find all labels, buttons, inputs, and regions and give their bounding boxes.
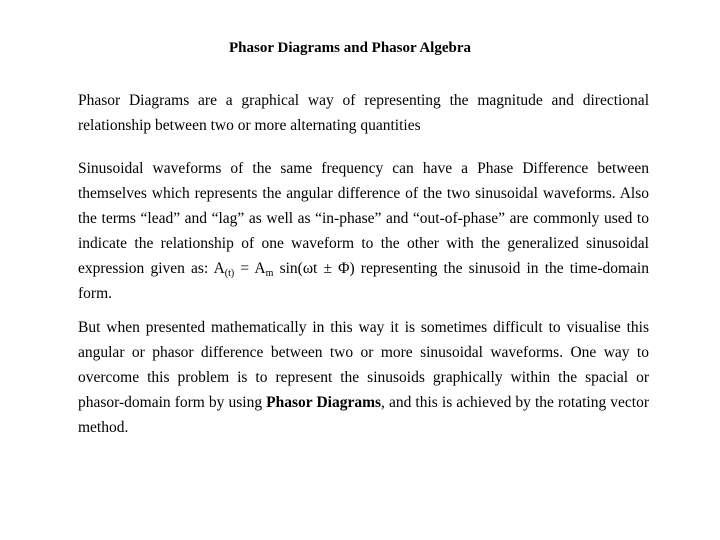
formula-equals-a: = A	[234, 260, 266, 277]
paragraph-phase-difference	[78, 156, 649, 306]
paragraph-phasor-method	[78, 315, 649, 440]
slide-title: Phasor Diagrams and Phasor Algebra	[229, 40, 471, 56]
phasor-method-text: But when presented mathematically in this way it is sometimes difficult to visualise this angular or phasor difference between two or more sinusoidal waveforms. One way to overcome this problem is to represent the sinusoids graphically within the spacial or phasor-domain form by using	[78, 319, 649, 411]
paragraph-phasor-definition: Phasor Diagrams are a graphical way of representing the magnitude and directional relationship between two or more alternating quantities	[78, 92, 649, 134]
formula-sine: sin(ωt ± Φ)	[273, 260, 355, 277]
phase-difference-text: Sinusoidal waveforms of the same frequency can have a Phase Difference between themselves which represents the angular difference of the two sinusoidal waveforms. Also the terms “lead” and “lag” as well as “in-phase” and “out-of-phase” are commonly used to indicate the relationship of one waveform to the other with the generalized sinusoidal expression given as:	[78, 160, 649, 277]
phase-difference-tail: representing the sinusoid in the time-domain form.	[78, 260, 649, 302]
formula-a: A	[213, 260, 225, 277]
phasor-method-tail: , and this is achieved by the rotating vector method.	[78, 394, 650, 436]
phasor-diagrams-emphasis: Phasor Diagrams	[266, 394, 382, 411]
formula-a-subscript: (t)	[224, 268, 235, 279]
formula-m-subscript: m	[265, 268, 274, 279]
